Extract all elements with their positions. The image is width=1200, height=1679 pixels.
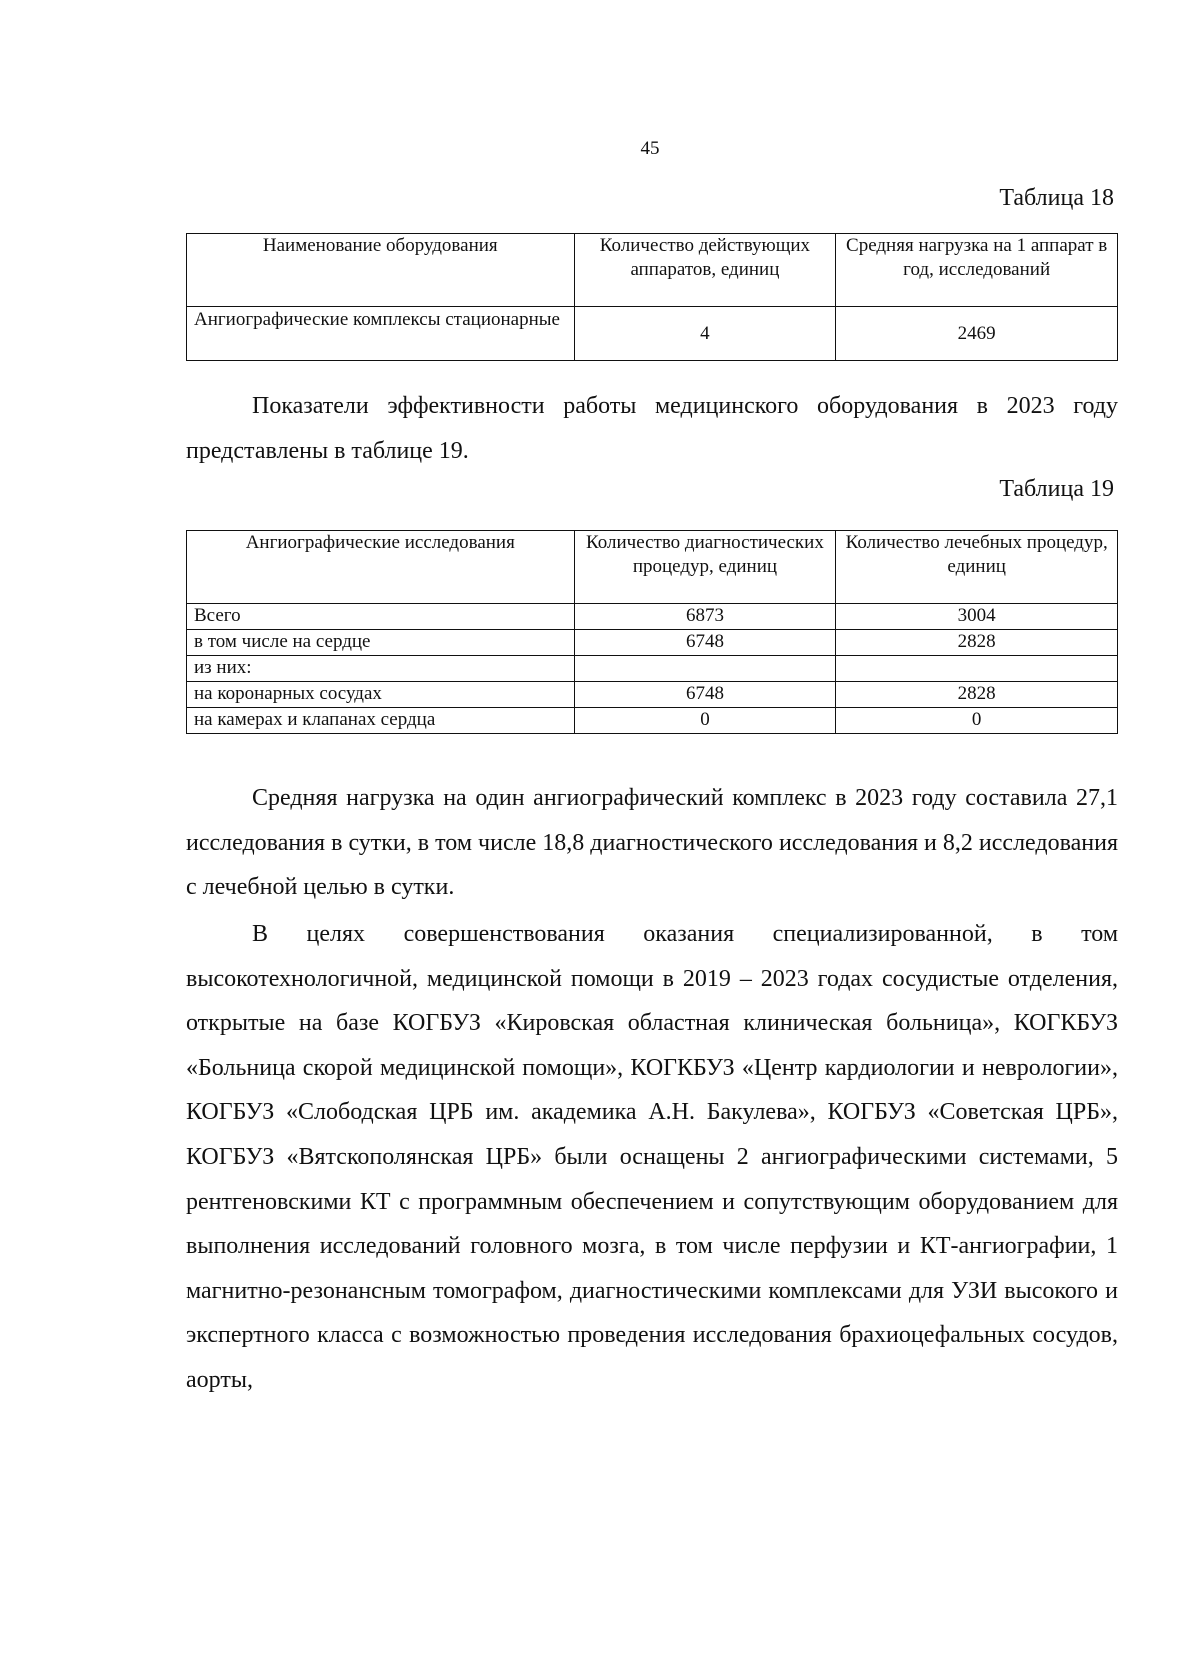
cell-equipment-name: Ангиографические комплексы стационарные [187,307,575,361]
cell-active-units: 4 [574,307,836,361]
cell-treatment-count: 0 [836,708,1118,734]
table-row [187,630,1118,656]
table-row [187,307,1118,361]
cell-diagnostic-count: 6873 [574,604,836,630]
header-angiography-studies: Ангиографические исследования [187,531,575,604]
cell-diagnostic-count [574,656,836,682]
cell-treatment-count: 2828 [836,682,1118,708]
cell-treatment-count: 2828 [836,630,1118,656]
table-row [187,682,1118,708]
cell-diagnostic-count: 6748 [574,630,836,656]
paragraph-vascular-departments: В целях совершенствования оказания специализированной, в том высокотехнологичной, медицинской помощи в 2019 – 2023 годах сосудистые отделения, открытые на базе КОГБУЗ «Кировская областная клиническая больница», КОГКБУЗ «Больница скорой медицинской помощи», КОГКБУЗ «Центр кардиологии и неврологии», КОГБУЗ «Слободская ЦРБ им. академика А.Н. Бакулева», КОГБУЗ «Советская ЦРБ», КОГБУЗ «Вятскополянская ЦРБ» были оснащены 2 ангиографическими системами, 5 рентгеновскими КТ с программным обеспечением и сопутствующим оборудованием для выполнения исследований головного мозга, в том числе перфузии и КТ-ангиографии, 1 магнитно-резонансным томографом, диагностическими комплексами для УЗИ высокого и экспертного класса с возможностью проведения исследования брахиоцефальных сосудов, аорты, [186,921,1118,1393]
table-19-caption: Таблица 19 [999,476,1114,502]
cell-average-load: 2469 [836,307,1118,361]
cell-row-label: в том числе на сердце [187,630,575,656]
cell-treatment-count: 3004 [836,604,1118,630]
table-row [187,604,1118,630]
table-header-row [187,531,1118,604]
header-diagnostic-procedures: Количество диагностических процедур, единиц [574,531,836,604]
table-row [187,708,1118,734]
header-equipment-name: Наименование оборудования [187,234,575,307]
paragraph-intro-table-19: Показатели эффективности работы медицинского оборудования в 2023 году представлены в таблице 19. [186,393,1118,464]
table-row [187,656,1118,682]
angiography-procedures-table [186,530,1118,734]
cell-row-label: на камерах и клапанах сердца [187,708,575,734]
table-18-caption: Таблица 18 [999,185,1114,211]
cell-treatment-count [836,656,1118,682]
cell-row-label: из них: [187,656,575,682]
equipment-load-table [186,233,1118,361]
header-treatment-procedures: Количество лечебных процедур, единиц [836,531,1118,604]
page-number: 45 [640,138,660,159]
cell-row-label: Всего [187,604,575,630]
cell-diagnostic-count: 0 [574,708,836,734]
table-header-row [187,234,1118,307]
paragraph-average-load: Средняя нагрузка на один ангиографический комплекс в 2023 году составила 27,1 исследования в сутки, в том числе 18,8 диагностического исследования и 8,2 исследования с лечебной целью в сутки. [186,785,1118,901]
cell-diagnostic-count: 6748 [574,682,836,708]
header-average-load: Средняя нагрузка на 1 аппарат в год, исследований [836,234,1118,307]
header-active-units: Количество действующих аппаратов, единиц [574,234,836,307]
cell-row-label: на коронарных сосудах [187,682,575,708]
